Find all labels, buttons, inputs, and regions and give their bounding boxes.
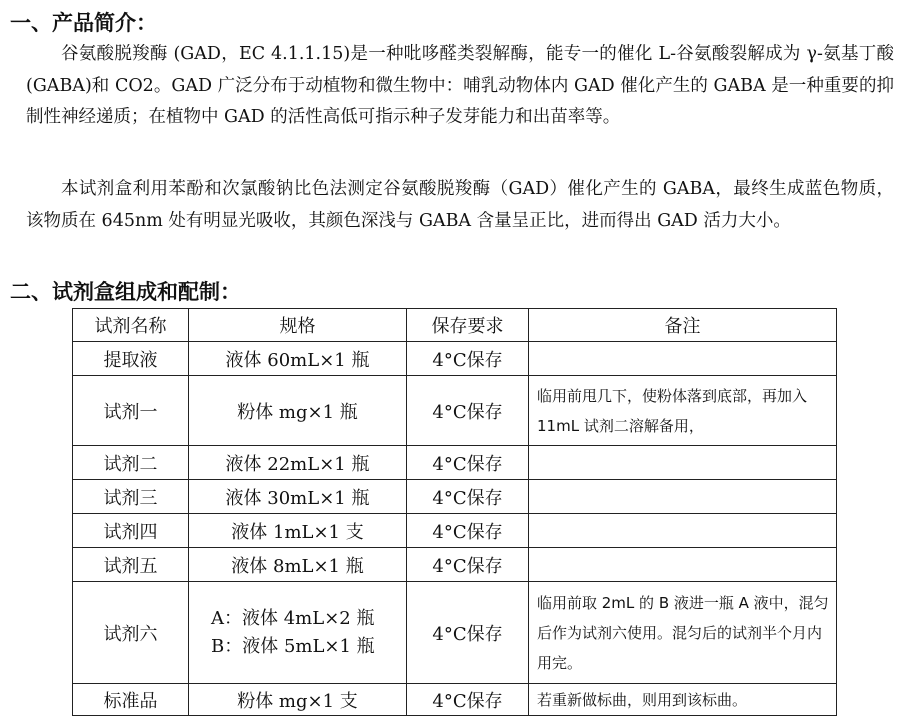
header-name: 试剂名称 <box>73 309 189 342</box>
cell-name: 试剂一 <box>73 376 189 446</box>
cell-note <box>529 342 837 376</box>
cell-spec: 粉体 mg×1 支 <box>189 684 407 716</box>
header-spec: 规格 <box>189 309 407 342</box>
cell-storage: 4°C保存 <box>407 514 529 548</box>
cell-spec: 液体 1mL×1 支 <box>189 514 407 548</box>
table-row <box>73 480 837 514</box>
cell-spec: 液体 22mL×1 瓶 <box>189 446 407 480</box>
header-note: 备注 <box>529 309 837 342</box>
cell-name: 标准品 <box>73 684 189 716</box>
section-heading-kit: 二、试剂盒组成和配制： <box>10 280 241 304</box>
cell-note <box>529 548 837 582</box>
section-heading-intro: 一、产品简介： <box>10 11 157 35</box>
cell-storage: 4°C保存 <box>407 548 529 582</box>
cell-note <box>529 514 837 548</box>
cell-note: 临用前甩几下，使粉体落到底部，再加入 11mL 试剂二溶解备用， <box>529 376 837 446</box>
cell-name: 试剂三 <box>73 480 189 514</box>
cell-storage: 4°C保存 <box>407 582 529 684</box>
table-row <box>73 582 837 684</box>
cell-note <box>529 446 837 480</box>
cell-note: 临用前取 2mL 的 B 液进一瓶 A 液中，混匀后作为试剂六使用。混匀后的试剂半个月内用完。 <box>529 582 837 684</box>
cell-name: 试剂二 <box>73 446 189 480</box>
cell-name: 试剂六 <box>73 582 189 684</box>
cell-spec: 粉体 mg×1 瓶 <box>189 376 407 446</box>
reagent-table <box>72 308 837 716</box>
cell-storage: 4°C保存 <box>407 342 529 376</box>
cell-storage: 4°C保存 <box>407 480 529 514</box>
cell-spec: 液体 60mL×1 瓶 <box>189 342 407 376</box>
intro-paragraph-2: 本试剂盒利用苯酚和次氯酸钠比色法测定谷氨酸脱羧酶（GAD）催化产生的 GABA，最终生成蓝色物质，该物质在 645nm 处有明显光吸收，其颜色深浅与 GABA 含量呈正比，进而得出 GAD 活力大小。 <box>26 179 894 231</box>
table-row <box>73 514 837 548</box>
cell-note <box>529 480 837 514</box>
cell-storage: 4°C保存 <box>407 376 529 446</box>
cell-name: 提取液 <box>73 342 189 376</box>
cell-storage: 4°C保存 <box>407 684 529 716</box>
cell-spec: 液体 30mL×1 瓶 <box>189 480 407 514</box>
table-row <box>73 376 837 446</box>
cell-spec: 液体 8mL×1 瓶 <box>189 548 407 582</box>
table-header-row <box>73 309 837 342</box>
table-row <box>73 342 837 376</box>
spec-part-a: A：液体 4mL×2 瓶 <box>211 607 375 629</box>
cell-note: 若重新做标曲，则用到该标曲。 <box>529 684 837 716</box>
table-row <box>73 684 837 716</box>
spec-part-b: B：液体 5mL×1 瓶 <box>211 635 375 657</box>
header-storage: 保存要求 <box>407 309 529 342</box>
cell-storage: 4°C保存 <box>407 446 529 480</box>
table-row <box>73 446 837 480</box>
cell-name: 试剂五 <box>73 548 189 582</box>
cell-name: 试剂四 <box>73 514 189 548</box>
intro-paragraph-1: 谷氨酸脱羧酶 (GAD，EC 4.1.1.15)是一种吡哆醛类裂解酶，能专一的催化 L-谷氨酸裂解成为 γ-氨基丁酸 (GABA)和 CO2。GAD 广泛分布于动植物和微生物中：哺乳动物体内 GAD 催化产生的 GABA 是一种重要的抑制性神经递质；在植物中 GAD 的活性高低可指示种子发芽能力和出苗率等。 <box>26 44 894 127</box>
cell-spec <box>189 582 407 684</box>
table-row <box>73 548 837 582</box>
